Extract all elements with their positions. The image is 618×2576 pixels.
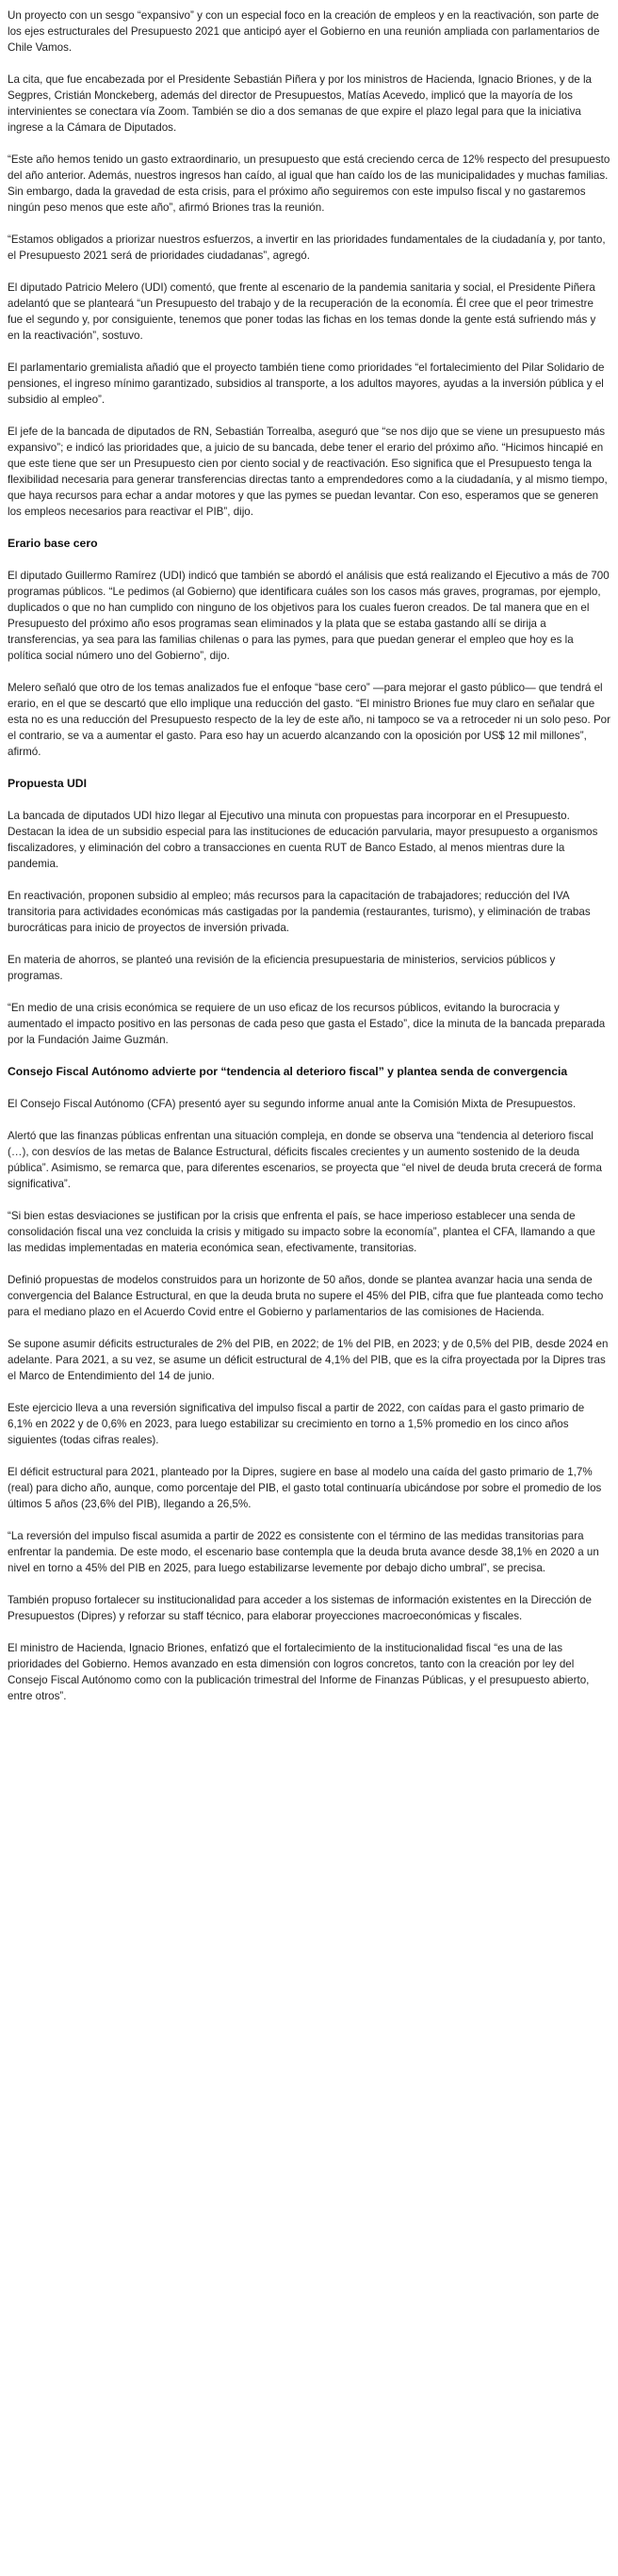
article-paragraph: “Si bien estas desviaciones se justifican por la crisis que enfrenta el país, se hace imperioso establecer una senda de consolidación fiscal una vez concluida la crisis y mitigado su impacto sobre la economía”, plantea el CFA, llamando a que las medidas implementadas en materia económica sean, efectivamente, transitorias. <box>8 1210 595 1254</box>
article-paragraph: La bancada de diputados UDI hizo llegar al Ejecutivo una minuta con propuestas para incorporar en el Presupuesto. Destacan la idea de un subsidio especial para las instituciones de educación parvularia, mayor presupuesto a organismos fiscalizadores, y eliminación del cobro a transacciones en cuenta RUT de Banco Estado, al menos mientras dure la pandemia. <box>8 810 598 870</box>
article-paragraph: “En medio de una crisis económica se requiere de un uso eficaz de los recursos públicos, evitando la burocracia y aumentado el impacto positivo en las personas de cada peso que gasta el Estado”, dice la minuta de la bancada preparada por la Fundación Jaime Guzmán. <box>8 1002 606 1046</box>
article-paragraph: “Este año hemos tenido un gasto extraordinario, un presupuesto que está creciendo cerca de 12% respecto del presupuesto del año anterior. Además, nuestros ingresos han caído, al igual que han caído los de las municipalidades y muchas familias. Sin embargo, dada la gravedad de esta crisis, para el próximo año seguiremos con este impulso fiscal y no gastaremos ningún peso menos que este año”, afirmó Briones tras la reunión. <box>8 153 610 214</box>
article-paragraph: Un proyecto con un sesgo “expansivo” y con un especial foco en la creación de empleos y en la reactivación, son parte de los ejes estructurales del Presupuesto 2021 que anticipó ayer el Gobierno en una reunión ampliada con parlamentarios de Chile Vamos. <box>8 9 600 54</box>
article-paragraph: Se supone asumir déficits estructurales de 2% del PIB, en 2022; de 1% del PIB, en 2023; y de 0,5% del PIB, desde 2024 en adelante. Para 2021, a su vez, se asume un déficit estructural de 4,1% del PIB, que es la cifra proyectada por la Dipres tras el Marco de Entendimiento del 14 de junio. <box>8 1338 609 1382</box>
section-heading: Consejo Fiscal Autónomo advierte por “tendencia al deterioro fiscal” y plantea senda de convergencia <box>8 1065 568 1078</box>
article-paragraph: La cita, que fue encabezada por el Presidente Sebastián Piñera y por los ministros de Hacienda, Ignacio Briones, y de la Segpres, Cristián Monckeberg, además del director de Presupuestos, Matías Acevedo, implicó que la mayoría de los intervinientes se conectara vía Zoom. También se dio a dos semanas de que expire el plazo legal para que la iniciativa ingrese a la Cámara de Diputados. <box>8 73 592 134</box>
article-paragraph: El parlamentario gremialista añadió que el proyecto también tiene como prioridades “el fortalecimiento del Pilar Solidario de pensiones, el ingreso mínimo garantizado, subsidios al transporte, a los adultos mayores, ayudas a la inversión pública y el subsidio al empleo”. <box>8 362 605 406</box>
article-paragraph: Alertó que las finanzas públicas enfrentan una situación compleja, en donde se observa una “tendencia al deterioro fiscal (…), con desvíos de las metas de Balance Estructural, déficits fiscales crecientes y un aumento sostenido de la deuda pública”. Asimismo, se remarca que, para diferentes escenarios, se proyecta que “el nivel de deuda bruta crecerá de forma significativa”. <box>8 1130 602 1190</box>
section-heading: Propuesta UDI <box>8 777 87 790</box>
article-paragraph: El diputado Guillermo Ramírez (UDI) indicó que también se abordó el análisis que está realizando el Ejecutivo a más de 700 programas públicos. “Le pedimos (al Gobierno) que identificara cuáles son los casos más graves, programas, por ejemplo, duplicados o que no han cumplido con ninguno de los objetivos para los cuales fueron creados. De tal manera que en el Presupuesto del próximo año esos programas sean eliminados y la plata que se estaba gastando allí se dirija a transferencias, ya sea para las familias chilenas o para las pymes, para que puedan generar el empleo que hoy es la política social número uno del Gobierno”, dijo. <box>8 570 610 662</box>
article-paragraph: “Estamos obligados a priorizar nuestros esfuerzos, a invertir en las prioridades fundamentales de la ciudadanía y, por tanto, el Presupuesto 2021 será de prioridades ciudadanas”, agregó. <box>8 233 606 262</box>
article-paragraph: El ministro de Hacienda, Ignacio Briones, enfatizó que el fortalecimiento de la institucionalidad fiscal “es una de las prioridades del Gobierno. Hemos avanzado en esta dimensión con logros concretos, tanto con la creación por ley del Consejo Fiscal Autónomo como con la publicación trimestral del Informe de Finanzas Públicas, y el presupuesto abierto, entre otros”. <box>8 1642 590 1702</box>
article-paragraph: Este ejercicio lleva a una reversión significativa del impulso fiscal a partir de 2022, con caídas para el gasto primario de 6,1% en 2022 y de 0,6% en 2023, para luego estabilizar su crecimiento en torno a 1,5% promedio en los cinco años siguientes (todas cifras reales). <box>8 1402 585 1446</box>
article-paragraph: El Consejo Fiscal Autónomo (CFA) presentó ayer su segundo informe anual ante la Comisión Mixta de Presupuestos. <box>8 1098 577 1110</box>
article-paragraph: En reactivación, proponen subsidio al empleo; más recursos para la capacitación de trabajadores; reducción del IVA transitoria para actividades económicas más castigadas por la pandemia (restaurantes, turismo), y eliminación de trabas burocráticas para inicio de proyectos de inversión privada. <box>8 890 591 934</box>
article-paragraph: El jefe de la bancada de diputados de RN, Sebastián Torrealba, aseguró que “se nos dijo que se viene un presupuesto más expansivo”; e indicó las prioridades que, a juicio de su bancada, debe tener el erario del próximo año. “Hicimos hincapié en que este tiene que ser un Presupuesto cien por ciento social y de reactivación. Eso significa que el Presupuesto tenga la flexibilidad necesaria para generar transferencias directas tanto a emprendedores como a la ciudadanía, y al mismo tiempo, que haya recursos para echar a andar motores y que las pymes se puedan levantar. Con eso, esperamos que se generen los empleos necesarios para reactivar el PIB”, dijo. <box>8 426 608 518</box>
article-paragraph: Definió propuestas de modelos construidos para un horizonte de 50 años, donde se plantea avanzar hacia una senda de convergencia del Balance Estructural, en que la deuda bruta no supere el 45% del PIB, cifra que fue planteada como techo para el mediano plazo en el Acuerdo Covid entre el Gobierno y parlamentarios de las comisiones de Hacienda. <box>8 1274 604 1318</box>
article-paragraph: El diputado Patricio Melero (UDI) comentó, que frente al escenario de la pandemia sanitaria y social, el Presidente Piñera adelantó que se planteará “un Presupuesto del trabajo y de la recuperación de la economía. Él cree que el peor trimestre fue el segundo y, por consiguiente, tenemos que poner todas las fichas en los temas donde la gente está sufriendo más y en la reactivación”, sostuvo. <box>8 282 596 342</box>
section-heading: Erario base cero <box>8 537 98 550</box>
article-paragraph: “La reversión del impulso fiscal asumida a partir de 2022 es consistente con el término de las medidas transitorias para enfrentar la pandemia. De este modo, el escenario base contempla que la deuda bruta avance desde 38,1% en 2020 a un nivel en torno a 45% del PIB en 2025, para luego estabilizarse levemente por debajo dicho umbral”, se precisa. <box>8 1530 599 1574</box>
article-paragraph: También propuso fortalecer su institucionalidad para acceder a los sistemas de información existentes en la Dirección de Presupuestos (Dipres) y reforzar su staff técnico, para elaborar proyecciones macroeconómicas y fiscales. <box>8 1594 592 1622</box>
article-paragraph: El déficit estructural para 2021, planteado por la Dipres, sugiere en base al modelo una caída del gasto primario de 1,7% (real) para dicho año, aunque, como porcentaje del PIB, el gasto total continuaría ubicándose por sobre el promedio de los últimos 5 años (23,6% del PIB), llegando a 26,5%. <box>8 1466 602 1510</box>
article-paragraph: En materia de ahorros, se planteó una revisión de la eficiencia presupuestaria de ministerios, servicios públicos y programas. <box>8 954 556 982</box>
article-paragraph: Melero señaló que otro de los temas analizados fue el enfoque “base cero” —para mejorar el gasto público— que tendrá el erario, en el que se descartó que ello implique una reducción del gasto. “El ministro Briones fue muy claro en señalar que esta no es una reducción del Presupuesto respecto de la ley de este año, ni tampoco se va a retroceder ni un solo peso. Por el contrario, se va a aumentar el gasto. Para eso hay un acuerdo alcanzando con la oposición por US$ 12 mil millones”, afirmó. <box>8 682 610 758</box>
